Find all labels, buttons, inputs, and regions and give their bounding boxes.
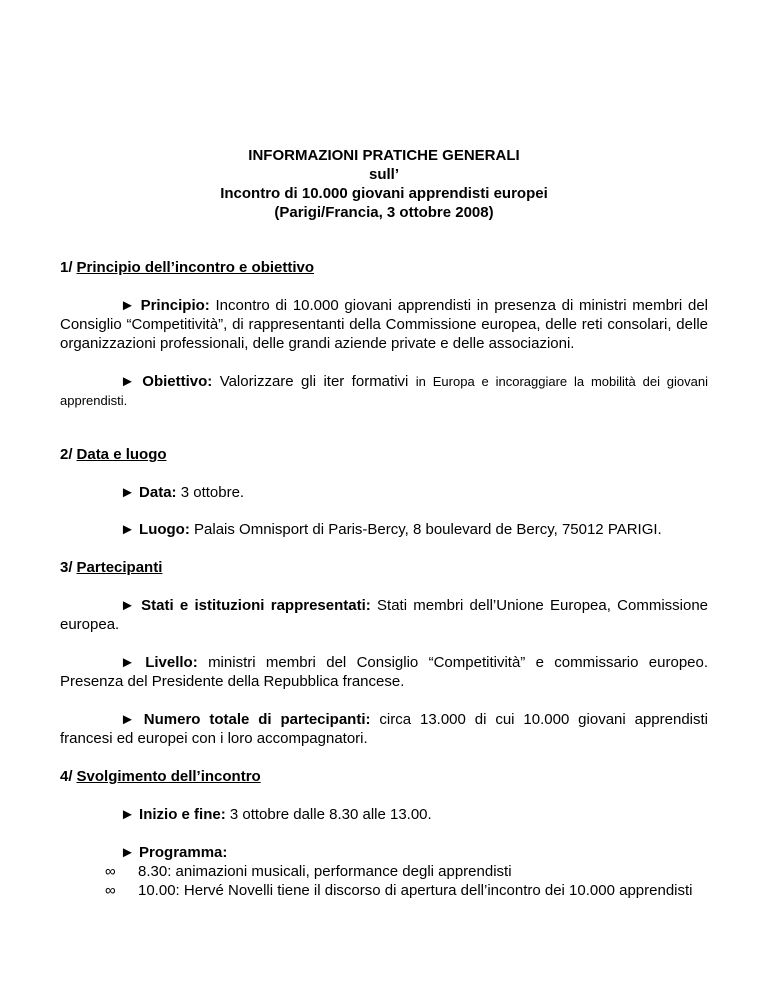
item-key: Stati e istituzioni rappresentati: xyxy=(141,597,371,614)
section-label: Principio dell’incontro e obiettivo xyxy=(76,259,315,276)
item-text: Palais Omnisport di Paris-Bercy, 8 boulevard de Bercy, 75012 PARIGI. xyxy=(194,521,662,538)
infinity-bullet-icon: ∞ xyxy=(105,863,116,880)
section-heading-2 xyxy=(60,445,167,464)
list-item xyxy=(105,881,701,900)
item-text: Incontro di 10.000 giovani apprendisti in presenza di ministri membri del Consiglio “Competitività”, di rappresentanti della Commissione europea, delle reti consolari, delle organizzazioni professionali, delle grandi aziende private e delle associazioni. xyxy=(60,297,709,352)
item-text: circa 13.000 di cui 10.000 giovani apprendisti francesi ed europei con i loro accompagnatori. xyxy=(60,711,709,747)
section-3-item-livello xyxy=(60,653,708,691)
title-line-1: INFORMAZIONI PRATICHE GENERALI xyxy=(248,147,520,164)
item-key: Data: xyxy=(139,484,177,501)
section-2-item-data xyxy=(120,483,244,502)
item-key: Obiettivo: xyxy=(142,373,213,390)
document-title xyxy=(0,146,768,222)
section-1-item-obiettivo xyxy=(60,372,708,410)
marker-icon: ► xyxy=(120,711,135,728)
list-item xyxy=(105,862,701,881)
item-text-small: in Europa e incoraggiare la mobilità dei giovani apprendisti. xyxy=(60,374,709,408)
title-line-3: Incontro di 10.000 giovani apprendisti europei xyxy=(220,185,548,202)
section-heading-4 xyxy=(60,767,261,786)
programma-list xyxy=(105,862,701,900)
item-text: ministri membri del Consiglio “Competitività” e commissario europeo. Presenza del Presidente della Repubblica francese. xyxy=(60,654,709,690)
section-number: 2/ xyxy=(60,446,73,463)
item-key: Programma: xyxy=(139,844,228,861)
item-key: Numero totale di partecipanti: xyxy=(143,711,371,728)
marker-icon: ► xyxy=(120,844,135,861)
section-label: Svolgimento dell’incontro xyxy=(76,768,261,785)
section-heading-1 xyxy=(60,258,314,277)
marker-icon: ► xyxy=(120,654,135,671)
marker-icon: ► xyxy=(120,597,135,614)
section-4-item-programma xyxy=(120,843,227,862)
marker-icon: ► xyxy=(120,521,135,538)
section-2-item-luogo xyxy=(120,520,662,539)
section-heading-3 xyxy=(60,558,162,577)
marker-icon: ► xyxy=(120,484,135,501)
item-text: 3 ottobre dalle 8.30 alle 13.00. xyxy=(229,806,432,823)
item-text: Valorizzare gli iter formativi xyxy=(219,373,409,390)
section-label: Data e luogo xyxy=(76,446,167,463)
item-key: Livello: xyxy=(145,654,198,671)
item-key: Luogo: xyxy=(139,521,190,538)
marker-icon: ► xyxy=(120,373,135,390)
item-text: Stati membri dell’Unione Europea, Commissione europea. xyxy=(60,597,709,633)
title-line-4: (Parigi/Francia, 3 ottobre 2008) xyxy=(274,204,494,221)
section-number: 3/ xyxy=(60,559,73,576)
section-4-item-inizio xyxy=(120,805,432,824)
infinity-bullet-icon: ∞ xyxy=(105,882,116,899)
section-label: Partecipanti xyxy=(76,559,163,576)
section-1-item-principio xyxy=(60,296,708,353)
section-number: 4/ xyxy=(60,768,73,785)
section-3-item-numero xyxy=(60,710,708,748)
marker-icon: ► xyxy=(120,297,135,314)
marker-icon: ► xyxy=(120,806,135,823)
item-key: Principio: xyxy=(140,297,210,314)
item-key: Inizio e fine: xyxy=(139,806,226,823)
list-item-text: 8.30: animazioni musicali, performance degli apprendisti xyxy=(138,863,512,880)
section-number: 1/ xyxy=(60,259,73,276)
section-3-item-stati xyxy=(60,596,708,634)
list-item-text: 10.00: Hervé Novelli tiene il discorso di apertura dell’incontro dei 10.000 apprendisti xyxy=(138,882,693,899)
title-line-2: sull’ xyxy=(368,166,399,183)
item-text: 3 ottobre. xyxy=(180,484,245,501)
